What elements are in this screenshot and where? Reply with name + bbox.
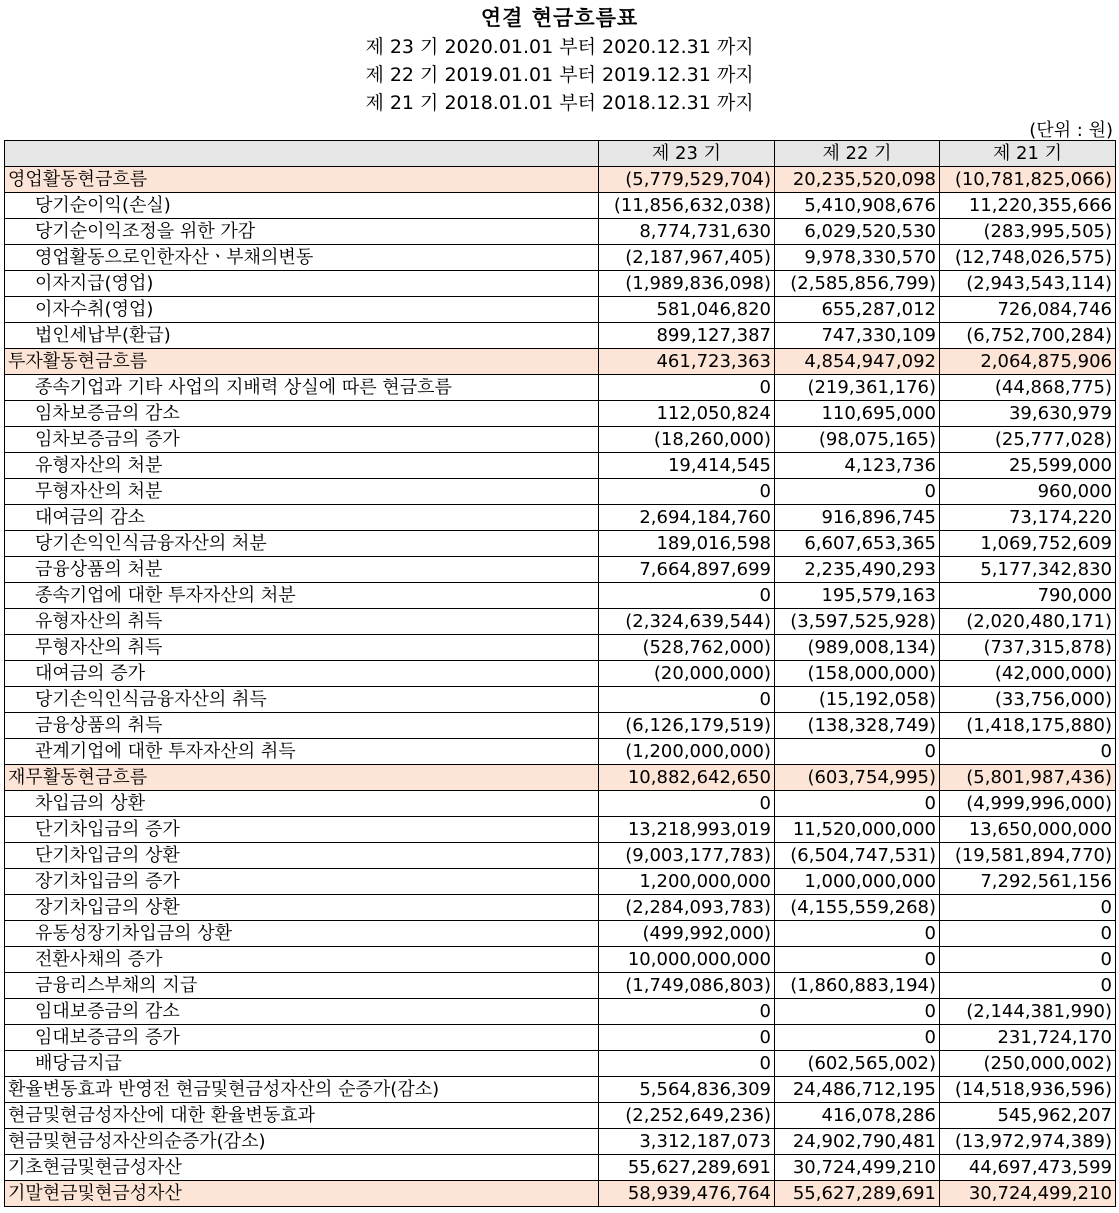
row-label: 금융상품의 처분 xyxy=(5,557,599,583)
period-22-value: (1,860,883,194) xyxy=(775,973,940,999)
period-23-value: (2,284,093,783) xyxy=(599,895,775,921)
table-row xyxy=(5,557,1116,583)
row-label: 대여금의 감소 xyxy=(5,505,599,531)
period-22-value: (138,328,749) xyxy=(775,713,940,739)
period-22-value: 4,854,947,092 xyxy=(775,349,940,375)
period-22-value: 5,410,908,676 xyxy=(775,193,940,219)
period-21-value: (1,418,175,880) xyxy=(940,713,1116,739)
period-21-value: (14,518,936,596) xyxy=(940,1077,1116,1103)
row-label: 전환사채의 증가 xyxy=(5,947,599,973)
period-21-value: 30,724,499,210 xyxy=(940,1181,1116,1207)
period-22-value: 4,123,736 xyxy=(775,453,940,479)
period-22-value: 0 xyxy=(775,479,940,505)
period-22-value: (98,075,165) xyxy=(775,427,940,453)
table-row xyxy=(5,1051,1116,1077)
period-23-value: (11,856,632,038) xyxy=(599,193,775,219)
row-label: 이자지급(영업) xyxy=(5,271,599,297)
period-21-value: (6,752,700,284) xyxy=(940,323,1116,349)
period-22-value: 416,078,286 xyxy=(775,1103,940,1129)
table-row xyxy=(5,219,1116,245)
period-21-value: 13,650,000,000 xyxy=(940,817,1116,843)
header-label-cell xyxy=(5,141,599,167)
period-23-value: 0 xyxy=(599,375,775,401)
period-22-value: 9,978,330,570 xyxy=(775,245,940,271)
period-22-value: (2,585,856,799) xyxy=(775,271,940,297)
row-label: 기초현금및현금성자산 xyxy=(5,1155,599,1181)
period-22-value: (603,754,995) xyxy=(775,765,940,791)
period-22-value: 2,235,490,293 xyxy=(775,557,940,583)
period-23-value: (1,200,000,000) xyxy=(599,739,775,765)
period-21-value: 0 xyxy=(940,895,1116,921)
period-21-value: (44,868,775) xyxy=(940,375,1116,401)
period-21-value: 0 xyxy=(940,947,1116,973)
period-21-value: 5,177,342,830 xyxy=(940,557,1116,583)
period-22-value: 0 xyxy=(775,921,940,947)
header-period-23: 제 23 기 xyxy=(599,141,775,167)
period-21-value: 0 xyxy=(940,973,1116,999)
row-label: 임차보증금의 증가 xyxy=(5,427,599,453)
period-23-value: 3,312,187,073 xyxy=(599,1129,775,1155)
row-label: 금융상품의 취득 xyxy=(5,713,599,739)
row-label: 투자활동현금흐름 xyxy=(5,349,599,375)
period-21-value: (5,801,987,436) xyxy=(940,765,1116,791)
table-row xyxy=(5,843,1116,869)
period-23-value: 0 xyxy=(599,479,775,505)
row-label: 차입금의 상환 xyxy=(5,791,599,817)
section-row xyxy=(5,349,1116,375)
row-label: 금융리스부채의 지급 xyxy=(5,973,599,999)
table-row xyxy=(5,453,1116,479)
period-22-value: 0 xyxy=(775,1025,940,1051)
row-label: 관계기업에 대한 투자자산의 취득 xyxy=(5,739,599,765)
cash-flow-table xyxy=(4,140,1116,1207)
table-row xyxy=(5,375,1116,401)
period-23-value: 0 xyxy=(599,583,775,609)
period-23-value: 10,000,000,000 xyxy=(599,947,775,973)
period-21-value: 960,000 xyxy=(940,479,1116,505)
period-21-value: 73,174,220 xyxy=(940,505,1116,531)
row-label: 임대보증금의 감소 xyxy=(5,999,599,1025)
table-row xyxy=(5,791,1116,817)
period-23-value: (2,187,967,405) xyxy=(599,245,775,271)
period-21-value: (33,756,000) xyxy=(940,687,1116,713)
period-21-value: (2,943,543,114) xyxy=(940,271,1116,297)
table-row xyxy=(5,869,1116,895)
row-label: 이자수취(영업) xyxy=(5,297,599,323)
row-label: 종속기업에 대한 투자자산의 처분 xyxy=(5,583,599,609)
row-label: 영업활동현금흐름 xyxy=(5,167,599,193)
table-row xyxy=(5,921,1116,947)
period-23-value: 0 xyxy=(599,1025,775,1051)
period-line-23: 제 23 기 2020.01.01 부터 2020.12.31 까지 xyxy=(365,36,754,58)
table-row xyxy=(5,583,1116,609)
period-23-value: 581,046,820 xyxy=(599,297,775,323)
period-22-value: (3,597,525,928) xyxy=(775,609,940,635)
period-21-value: (2,144,381,990) xyxy=(940,999,1116,1025)
period-23-value: (1,989,836,098) xyxy=(599,271,775,297)
period-22-value: 24,486,712,195 xyxy=(775,1077,940,1103)
period-23-value: 0 xyxy=(599,687,775,713)
period-21-value: 11,220,355,666 xyxy=(940,193,1116,219)
table-row xyxy=(5,401,1116,427)
period-22-value: 24,902,790,481 xyxy=(775,1129,940,1155)
period-21-value: (250,000,002) xyxy=(940,1051,1116,1077)
row-label: 무형자산의 처분 xyxy=(5,479,599,505)
section-row xyxy=(5,1181,1116,1207)
table-row xyxy=(5,505,1116,531)
period-22-value: 916,896,745 xyxy=(775,505,940,531)
period-23-value: 8,774,731,630 xyxy=(599,219,775,245)
section-row xyxy=(5,765,1116,791)
period-21-value: (19,581,894,770) xyxy=(940,843,1116,869)
period-22-value: 6,607,653,365 xyxy=(775,531,940,557)
period-23-value: (18,260,000) xyxy=(599,427,775,453)
period-21-value: 1,069,752,609 xyxy=(940,531,1116,557)
row-label: 당기손익인식금융자산의 처분 xyxy=(5,531,599,557)
period-23-value: 10,882,642,650 xyxy=(599,765,775,791)
period-22-value: 20,235,520,098 xyxy=(775,167,940,193)
period-21-value: (283,995,505) xyxy=(940,219,1116,245)
period-22-value: 0 xyxy=(775,999,940,1025)
table-row xyxy=(5,531,1116,557)
row-label: 무형자산의 취득 xyxy=(5,635,599,661)
row-label: 당기순이익(손실) xyxy=(5,193,599,219)
row-label: 배당금지급 xyxy=(5,1051,599,1077)
table-row xyxy=(5,323,1116,349)
row-label: 종속기업과 기타 사업의 지배력 상실에 따른 현금흐름 xyxy=(5,375,599,401)
period-22-value: (989,008,134) xyxy=(775,635,940,661)
period-22-value: 0 xyxy=(775,739,940,765)
period-23-value: 1,200,000,000 xyxy=(599,869,775,895)
period-23-value: 19,414,545 xyxy=(599,453,775,479)
table-row xyxy=(5,947,1116,973)
period-23-value: 0 xyxy=(599,1051,775,1077)
period-22-value: 11,520,000,000 xyxy=(775,817,940,843)
period-21-value: (12,748,026,575) xyxy=(940,245,1116,271)
row-label: 유동성장기차입금의 상환 xyxy=(5,921,599,947)
period-23-value: 112,050,824 xyxy=(599,401,775,427)
table-header-row xyxy=(5,141,1116,167)
period-23-value: (6,126,179,519) xyxy=(599,713,775,739)
period-23-value: 5,564,836,309 xyxy=(599,1077,775,1103)
row-label: 단기차입금의 증가 xyxy=(5,817,599,843)
period-21-value: 545,962,207 xyxy=(940,1103,1116,1129)
row-label: 유형자산의 취득 xyxy=(5,609,599,635)
period-23-value: 461,723,363 xyxy=(599,349,775,375)
row-label: 기말현금및현금성자산 xyxy=(5,1181,599,1207)
period-21-value: 44,697,473,599 xyxy=(940,1155,1116,1181)
period-22-value: (219,361,176) xyxy=(775,375,940,401)
table-row xyxy=(5,635,1116,661)
section-row xyxy=(5,167,1116,193)
row-label: 단기차입금의 상환 xyxy=(5,843,599,869)
period-23-value: 0 xyxy=(599,791,775,817)
period-23-value: (5,779,529,704) xyxy=(599,167,775,193)
table-row xyxy=(5,713,1116,739)
row-label: 환율변동효과 반영전 현금및현금성자산의 순증가(감소) xyxy=(5,1077,599,1103)
table-row xyxy=(5,817,1116,843)
statement-title: 연결 현금흐름표 xyxy=(480,6,639,30)
table-row xyxy=(5,609,1116,635)
period-23-value: (1,749,086,803) xyxy=(599,973,775,999)
period-23-value: (528,762,000) xyxy=(599,635,775,661)
statement-header xyxy=(0,0,1119,140)
period-23-value: 58,939,476,764 xyxy=(599,1181,775,1207)
period-23-value: (9,003,177,783) xyxy=(599,843,775,869)
period-23-value: 7,664,897,699 xyxy=(599,557,775,583)
row-label: 법인세납부(환급) xyxy=(5,323,599,349)
period-21-value: (2,020,480,171) xyxy=(940,609,1116,635)
period-23-value: 55,627,289,691 xyxy=(599,1155,775,1181)
table-row xyxy=(5,1077,1116,1103)
period-22-value: 655,287,012 xyxy=(775,297,940,323)
table-row xyxy=(5,973,1116,999)
row-label: 임차보증금의 감소 xyxy=(5,401,599,427)
period-23-value: 189,016,598 xyxy=(599,531,775,557)
table-row xyxy=(5,1103,1116,1129)
period-21-value: 25,599,000 xyxy=(940,453,1116,479)
table-row xyxy=(5,245,1116,271)
period-22-value: (15,192,058) xyxy=(775,687,940,713)
period-23-value: (2,252,649,236) xyxy=(599,1103,775,1129)
period-22-value: 0 xyxy=(775,947,940,973)
period-23-value: 899,127,387 xyxy=(599,323,775,349)
period-22-value: (602,565,002) xyxy=(775,1051,940,1077)
table-row xyxy=(5,297,1116,323)
period-21-value: (10,781,825,066) xyxy=(940,167,1116,193)
period-22-value: 747,330,109 xyxy=(775,323,940,349)
table-row xyxy=(5,739,1116,765)
period-23-value: 13,218,993,019 xyxy=(599,817,775,843)
period-21-value: 39,630,979 xyxy=(940,401,1116,427)
period-21-value: (737,315,878) xyxy=(940,635,1116,661)
row-label: 재무활동현금흐름 xyxy=(5,765,599,791)
table-row xyxy=(5,193,1116,219)
period-21-value: 231,724,170 xyxy=(940,1025,1116,1051)
table-row xyxy=(5,999,1116,1025)
table-row xyxy=(5,1025,1116,1051)
period-22-value: (158,000,000) xyxy=(775,661,940,687)
period-line-22: 제 22 기 2019.01.01 부터 2019.12.31 까지 xyxy=(365,64,754,86)
header-period-22: 제 22 기 xyxy=(775,141,940,167)
period-22-value: 0 xyxy=(775,791,940,817)
row-label: 대여금의 증가 xyxy=(5,661,599,687)
period-22-value: (6,504,747,531) xyxy=(775,843,940,869)
period-22-value: 30,724,499,210 xyxy=(775,1155,940,1181)
period-21-value: 0 xyxy=(940,921,1116,947)
row-label: 현금및현금성자산에 대한 환율변동효과 xyxy=(5,1103,599,1129)
period-23-value: 2,694,184,760 xyxy=(599,505,775,531)
period-line-21: 제 21 기 2018.01.01 부터 2018.12.31 까지 xyxy=(365,92,754,114)
period-23-value: (2,324,639,544) xyxy=(599,609,775,635)
row-label: 영업활동으로인한자산ㆍ부채의변동 xyxy=(5,245,599,271)
row-label: 당기순이익조정을 위한 가감 xyxy=(5,219,599,245)
period-21-value: 790,000 xyxy=(940,583,1116,609)
period-22-value: 110,695,000 xyxy=(775,401,940,427)
row-label: 당기손익인식금융자산의 취득 xyxy=(5,687,599,713)
period-23-value: (20,000,000) xyxy=(599,661,775,687)
table-body xyxy=(5,167,1116,1207)
row-label: 장기차입금의 상환 xyxy=(5,895,599,921)
period-21-value: 0 xyxy=(940,739,1116,765)
header-period-21: 제 21 기 xyxy=(940,141,1116,167)
period-21-value: (13,972,974,389) xyxy=(940,1129,1116,1155)
period-21-value: (25,777,028) xyxy=(940,427,1116,453)
period-23-value: 0 xyxy=(599,999,775,1025)
table-row xyxy=(5,271,1116,297)
period-21-value: (4,999,996,000) xyxy=(940,791,1116,817)
unit-label: (단위 : 원) xyxy=(1029,120,1113,141)
table-row xyxy=(5,427,1116,453)
period-22-value: 1,000,000,000 xyxy=(775,869,940,895)
row-label: 장기차입금의 증가 xyxy=(5,869,599,895)
table-row xyxy=(5,1129,1116,1155)
period-22-value: 6,029,520,530 xyxy=(775,219,940,245)
period-21-value: (42,000,000) xyxy=(940,661,1116,687)
period-23-value: (499,992,000) xyxy=(599,921,775,947)
period-21-value: 7,292,561,156 xyxy=(940,869,1116,895)
table-row xyxy=(5,661,1116,687)
table-row xyxy=(5,895,1116,921)
row-label: 현금및현금성자산의순증가(감소) xyxy=(5,1129,599,1155)
period-22-value: 195,579,163 xyxy=(775,583,940,609)
row-label: 유형자산의 처분 xyxy=(5,453,599,479)
table-row xyxy=(5,479,1116,505)
period-22-value: 55,627,289,691 xyxy=(775,1181,940,1207)
row-label: 임대보증금의 증가 xyxy=(5,1025,599,1051)
period-22-value: (4,155,559,268) xyxy=(775,895,940,921)
period-21-value: 726,084,746 xyxy=(940,297,1116,323)
period-21-value: 2,064,875,906 xyxy=(940,349,1116,375)
table-row xyxy=(5,687,1116,713)
table-row xyxy=(5,1155,1116,1181)
